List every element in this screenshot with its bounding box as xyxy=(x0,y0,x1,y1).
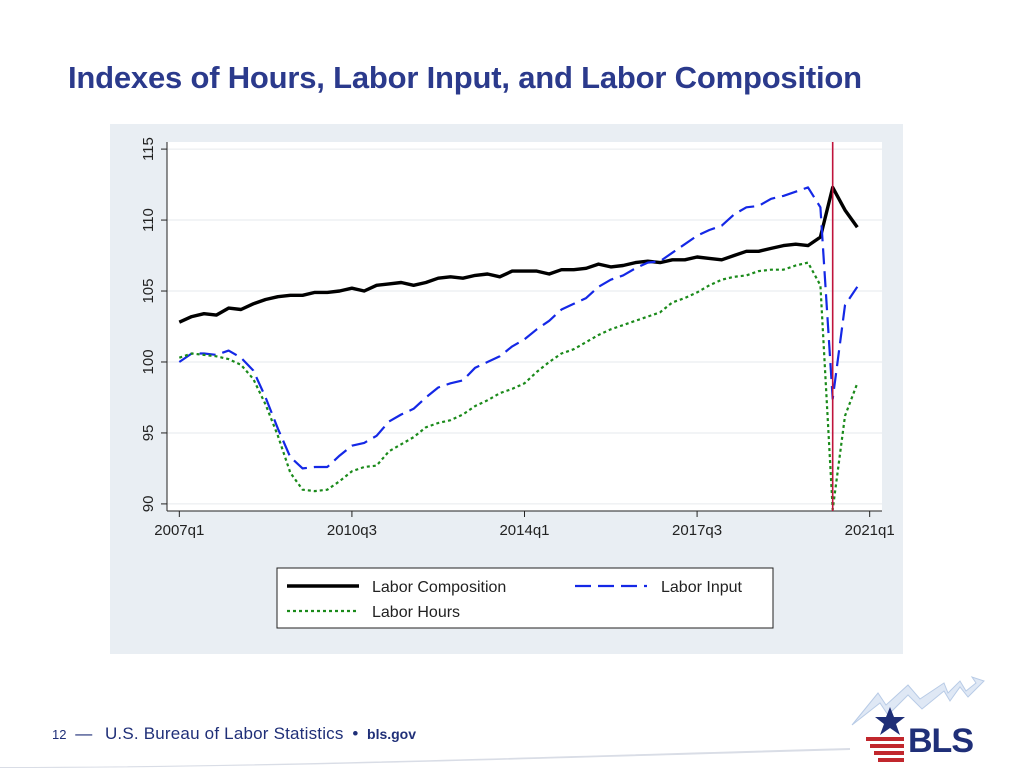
line-chart xyxy=(110,124,903,654)
slide-title: Indexes of Hours, Labor Input, and Labor Composition xyxy=(68,60,862,95)
x-tick-label: 2021q1 xyxy=(844,522,895,539)
legend-label: Labor Hours xyxy=(372,604,461,621)
logo-trend-line xyxy=(852,677,984,725)
legend-label: Labor Composition xyxy=(372,579,507,596)
footer-text xyxy=(52,724,416,744)
page-number: 12 xyxy=(52,727,67,742)
chart-panel xyxy=(110,124,903,654)
y-tick-label: 95 xyxy=(140,424,157,442)
bls-logo-text: BLS xyxy=(908,722,973,760)
x-tick-label: 2017q3 xyxy=(672,522,723,539)
logo-star-flag xyxy=(866,707,905,762)
website-link[interactable]: bls.gov xyxy=(367,726,417,742)
legend-label: Labor Input xyxy=(661,579,742,596)
footer-dash: — xyxy=(75,724,93,743)
footer-bullet: • xyxy=(352,724,359,743)
y-tick-label: 115 xyxy=(140,137,157,162)
y-tick-label: 100 xyxy=(140,349,157,375)
x-tick-label: 2014q1 xyxy=(499,522,550,539)
y-tick-label: 105 xyxy=(140,278,157,304)
y-tick-label: 90 xyxy=(140,495,157,513)
x-tick-label: 2007q1 xyxy=(154,522,205,539)
legend-box xyxy=(277,568,773,628)
y-tick-label: 110 xyxy=(140,208,157,233)
x-tick-label: 2010q3 xyxy=(326,522,377,539)
agency-name: U.S. Bureau of Labor Statistics xyxy=(104,724,344,743)
